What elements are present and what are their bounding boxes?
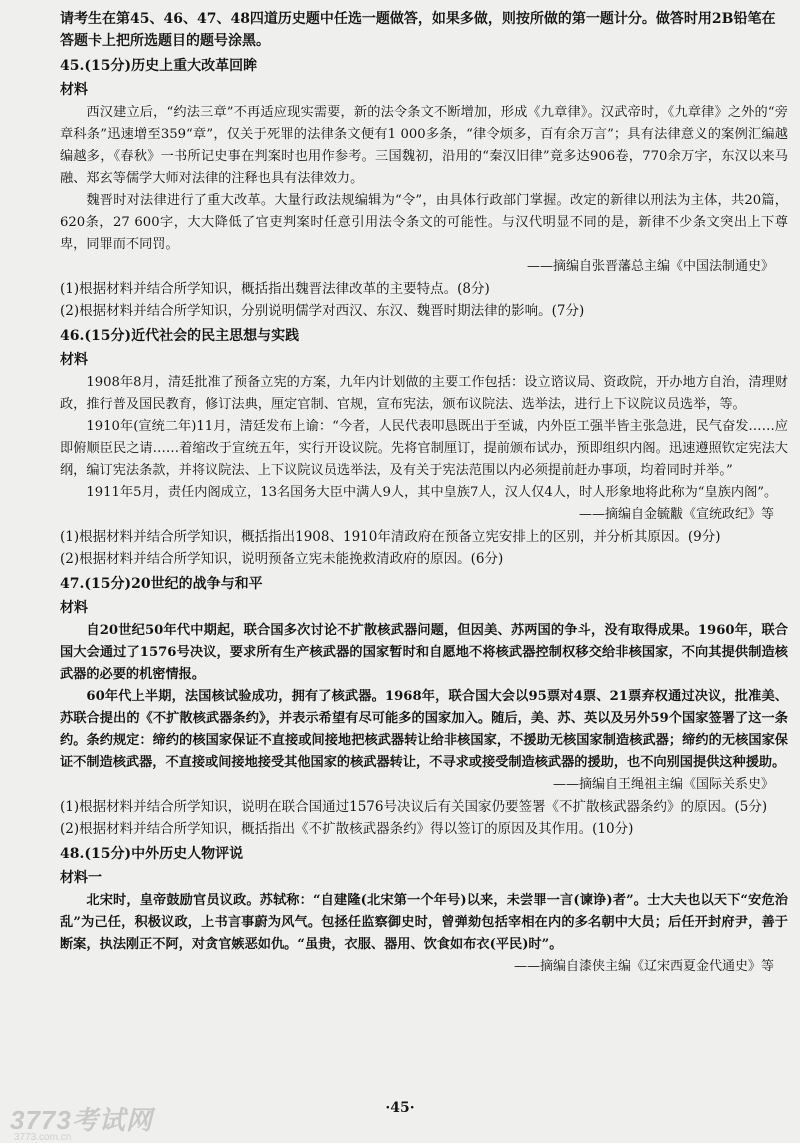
- sub-question: (2)根据材料并结合所学知识，概括指出《不扩散核武器条约》得以签订的原因及其作用。(10分): [60, 821, 634, 837]
- material-paragraph: 北宋时，皇帝鼓励官员议政。苏轼称：“自建隆(北宋第一个年号)以来，未尝罪一言(谏诤)者”。士大夫也以天下“安危治乱”为己任，积极议政，上书言事蔚为风气。包拯任监察御史时，曾弹劾包括宰相在内的多名朝中大员；后任开封府尹，善于断案，执法刚正不阿，对贪官嫉恶如仇。“虽贵，衣服、器用、饮食如布衣(平民)时”。: [60, 893, 788, 952]
- material-paragraph: 魏晋时对法律进行了重大改革。大量行政法规编辑为“令”，由具体行政部门掌握。改定的新律以刑法为主体，共20篇，620条，27 600字，大大降低了官吏判案时任意引用法令条文的可能性。与汉代明显不同的是，新律不少条文突出上下尊卑，同罪而不同罚。: [60, 193, 788, 252]
- sub-question: (1)根据材料并结合所学知识，概括指出1908、1910年清政府在预备立宪安排上的区别，并分析其原因。(9分): [60, 529, 721, 545]
- material-label: 材料一: [60, 870, 102, 886]
- watermark-url: 3773.com.cn: [14, 1132, 72, 1143]
- material-paragraph: 自20世纪50年代中期起，联合国多次讨论不扩散核武器问题，但因美、苏两国的争斗，没有取得成果。1960年，联合国大会通过了1576号决议，要求所有生产核武器的国家暂时和自愿地不将核武器控制权移交给非核国家，不向其提供制造核武器的必要的机密情报。: [60, 623, 788, 682]
- sub-question: (2)根据材料并结合所学知识，分别说明儒学对西汉、东汉、魏晋时期法律的影响。(7分): [60, 303, 585, 319]
- material-paragraph: 1911年5月，责任内阁成立，13名国务大臣中满人9人，其中皇族7人，汉人仅4人，时人形象地将此称为“皇族内阁”。: [86, 485, 778, 500]
- material-paragraph: 西汉建立后，“约法三章”不再适应现实需要，新的法令条文不断增加，形成《九章律》。汉武帝时，《九章律》之外的“旁章科条”迅速增至359“章”，仅关于死罪的法律条文便有1 000多条，“律令烦多，百有余万言”；具有法律意义的案例汇编越编越多，《春秋》一书所记史事在判案时也用作参考。三国魏初，沿用的“秦汉旧律”竟多达906卷，770余万字，东汉以来马融、郑玄等儒学大师对法律的注释也具有法律效力。: [60, 105, 788, 186]
- material-source: ——摘编自金毓黻《宣统政纪》等: [578, 507, 774, 522]
- material-label: 材料: [60, 82, 88, 98]
- sub-question: (2)根据材料并结合所学知识，说明预备立宪未能挽救清政府的原因。(6分): [60, 551, 504, 567]
- question-title: 45.(15分)历史上重大改革回眸: [60, 58, 258, 74]
- question-title: 48.(15分)中外历史人物评说: [60, 846, 244, 862]
- sub-question: (1)根据材料并结合所学知识，说明在联合国通过1576号决议后有关国家仍要签署《不扩散核武器条约》的原因。(5分): [60, 799, 768, 815]
- sub-question: (1)根据材料并结合所学知识，概括指出魏晋法律改革的主要特点。(8分): [60, 281, 490, 297]
- intro-instructions: 请考生在第45、46、47、48四道历史题中任选一题做答，如果多做，则按所做的第一题计分。做答时用2B铅笔在答题卡上把所选题目的题号涂黑。: [60, 11, 776, 49]
- exam-page: [60, 8, 788, 978]
- question-46: [60, 324, 788, 570]
- watermark-logo: 3773考试网: [10, 1105, 153, 1135]
- material-source: ——摘编自张晋藩总主编《中国法制通史》: [526, 259, 774, 274]
- material-label: 材料: [60, 352, 88, 368]
- material-source: ——摘编自王绳祖主编《国际关系史》: [552, 777, 774, 792]
- question-title: 47.(15分)20世纪的战争与和平: [60, 576, 263, 592]
- material-paragraph: 60年代上半期，法国核试验成功，拥有了核武器。1968年，联合国大会以95票对4票、21票弃权通过决议，批准美、苏联合提出的《不扩散核武器条约》，并表示希望有尽可能多的国家加入。随后，美、苏、英以及另外59个国家签署了这一条约。条约规定：缔约的核国家保证不直接或间接地把核武器转让给非核国家，不援助无核国家制造核武器；缔约的无核国家保证不制造核武器，不直接或间接地接受其他国家的核武器转让，不寻求或接受制造核武器的援助，也不向别国提供这种援助。: [60, 689, 788, 770]
- material-source: ——摘编自漆侠主编《辽宋西夏金代通史》等: [513, 959, 774, 974]
- question-45: [60, 54, 788, 322]
- material-paragraph: 1910年(宣统二年)11月，清廷发布上谕：“今者，人民代表叩恳既出于至诚，内外臣工强半皆主张急进，民气奋发……应即俯顺臣民之请……着缩改于宣统五年，实行开设议院。先将官制厘订，提前颁布试办，预即组织内阁。迅速遵照钦定宪法大纲，编订宪法条款，并将议院法、上下议院议员选举法，及有关于宪法范围以内必须提前赶办事项，均着同时并举。”: [60, 419, 788, 478]
- question-48: [60, 842, 788, 978]
- material-paragraph: 1908年8月，清廷批准了预备立宪的方案，九年内计划做的主要工作包括：设立谘议局、资政院，开办地方自治，清理财政，推行普及国民教育，修订法典，厘定官制、官规，宣布宪法，颁布议院法、选举法，进行上下议院议员选举，等。: [60, 375, 788, 412]
- page-number: ·45·: [385, 1100, 415, 1116]
- material-label: 材料: [60, 600, 88, 616]
- question-title: 46.(15分)近代社会的民主思想与实践: [60, 328, 300, 344]
- question-47: [60, 572, 788, 840]
